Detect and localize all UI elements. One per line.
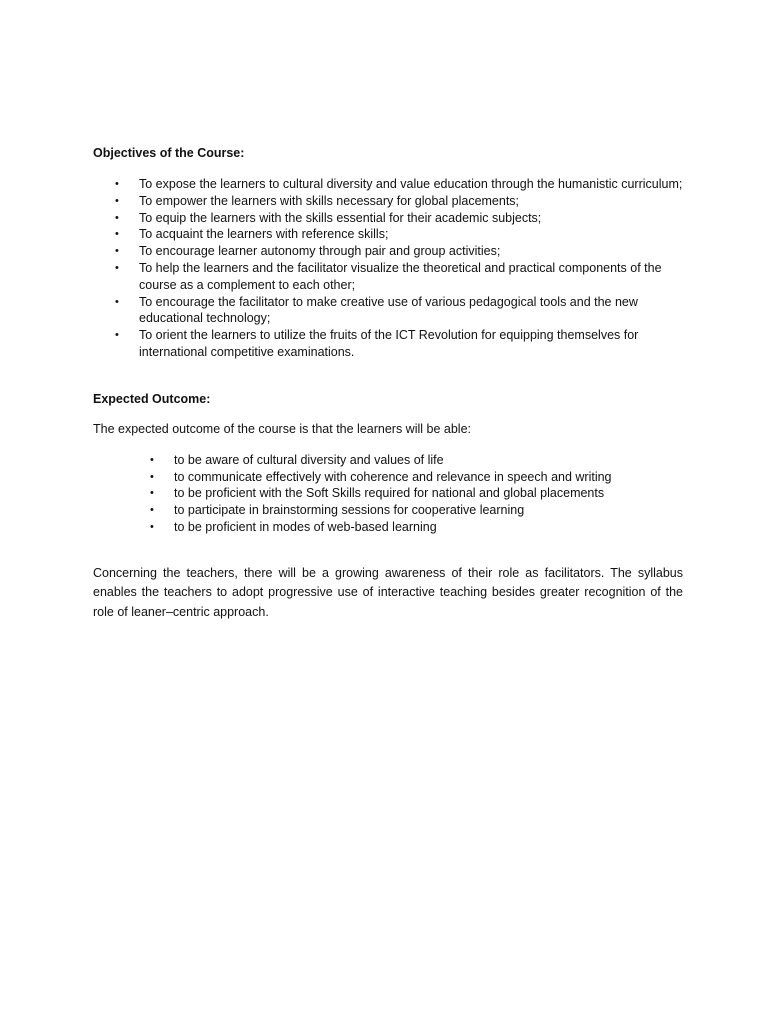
list-item-text: to be aware of cultural diversity and values of life bbox=[174, 452, 444, 467]
list-item bbox=[93, 176, 683, 193]
list-item-text: To expose the learners to cultural diversity and value education through the humanistic curriculum; bbox=[139, 177, 683, 191]
objectives-heading: Objectives of the Course: bbox=[93, 146, 245, 160]
bullet-icon: • bbox=[115, 245, 119, 258]
objectives-list bbox=[93, 176, 683, 361]
bullet-icon: • bbox=[150, 520, 154, 533]
bullet-icon: • bbox=[115, 295, 119, 308]
list-item bbox=[93, 260, 683, 294]
list-item bbox=[93, 226, 683, 243]
bullet-icon: • bbox=[115, 228, 119, 241]
list-item bbox=[93, 210, 683, 227]
outcome-heading: Expected Outcome: bbox=[93, 391, 211, 406]
list-item bbox=[93, 294, 683, 328]
bullet-icon: • bbox=[115, 261, 119, 274]
list-item-text: To acquaint the learners with reference skills; bbox=[139, 227, 389, 242]
list-item bbox=[93, 452, 683, 469]
list-item bbox=[93, 519, 683, 536]
bullet-icon: • bbox=[150, 504, 154, 517]
list-item-text: to be proficient with the Soft Skills required for national and global placements bbox=[174, 486, 605, 501]
list-item bbox=[93, 243, 683, 260]
page-content bbox=[93, 145, 683, 622]
list-item bbox=[93, 502, 683, 519]
list-item-text: to communicate effectively with coherence and relevance in speech and writing bbox=[174, 469, 612, 484]
outcome-intro: The expected outcome of the course is that the learners will be able: bbox=[93, 421, 471, 436]
bullet-icon: • bbox=[115, 329, 119, 342]
list-item-text: To equip the learners with the skills essential for their academic subjects; bbox=[139, 210, 542, 225]
closing-paragraph: Concerning the teachers, there will be a growing awareness of their role as facilitators. The syllabus enables the teachers to adopt progressive use of interactive teaching besides greater recognition of the role of leaner–centric approach. bbox=[93, 565, 683, 619]
bullet-icon: • bbox=[115, 178, 119, 190]
list-item bbox=[93, 327, 683, 361]
bullet-icon: • bbox=[115, 194, 119, 207]
list-item-text: To orient the learners to utilize the fruits of the ICT Revolution for equipping themselves for international competitive examinations. bbox=[139, 328, 639, 359]
list-item-text: To encourage learner autonomy through pair and group activities; bbox=[139, 244, 501, 259]
bullet-icon: • bbox=[150, 487, 154, 500]
list-item-text: to participate in brainstorming sessions for cooperative learning bbox=[174, 503, 525, 518]
bullet-icon: • bbox=[115, 211, 119, 224]
bullet-icon: • bbox=[150, 453, 154, 466]
bullet-icon: • bbox=[150, 470, 154, 483]
list-item-text: to be proficient in modes of web-based learning bbox=[174, 519, 437, 534]
list-item bbox=[93, 485, 683, 502]
list-item bbox=[93, 193, 683, 210]
list-item-text: To help the learners and the facilitator visualize the theoretical and practical components of the course as a complement to each other; bbox=[139, 260, 662, 292]
outcome-list bbox=[93, 452, 683, 536]
list-item bbox=[93, 469, 683, 486]
list-item-text: To empower the learners with skills necessary for global placements; bbox=[139, 193, 520, 208]
list-item-text: To encourage the facilitator to make creative use of various pedagogical tools and the new educational technology; bbox=[139, 294, 638, 326]
